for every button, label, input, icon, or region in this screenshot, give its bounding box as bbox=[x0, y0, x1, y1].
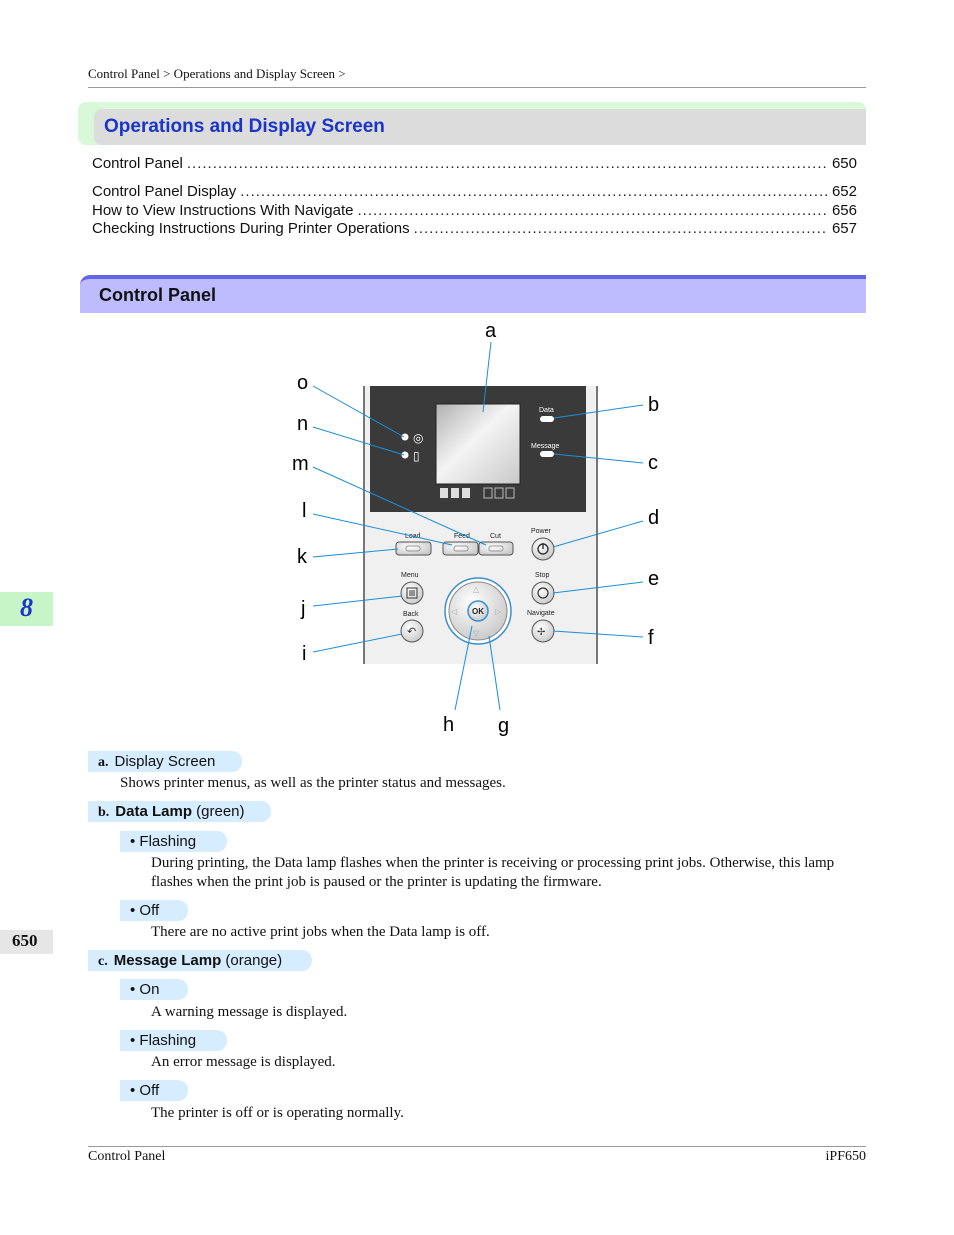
roll-icon: ◎ bbox=[413, 431, 424, 445]
toc-entry-navigate[interactable] bbox=[92, 202, 857, 219]
toc-leader bbox=[414, 220, 828, 237]
item-b-state-off bbox=[120, 900, 188, 921]
ok-label: OK bbox=[472, 607, 484, 616]
callout-b: b bbox=[648, 394, 660, 416]
item-name: Message Lamp bbox=[113, 952, 222, 969]
footer-rule bbox=[88, 1146, 866, 1147]
display-screen bbox=[436, 404, 520, 484]
callout-i: i bbox=[302, 643, 307, 665]
item-b-flashing-description: During printing, the Data lamp flashes when the printer is receiving or processing print jobs. Otherwise, this lamp flashes when the print job is paused or the printer is updating the firmware. bbox=[151, 855, 835, 890]
cut-label: Cut bbox=[490, 533, 501, 540]
toc-page: 657 bbox=[831, 220, 857, 237]
item-name: Display Screen bbox=[114, 753, 216, 770]
feed-label: Feed bbox=[454, 533, 470, 540]
item-suffix: (orange) bbox=[221, 952, 283, 969]
item-a-description: Shows printer menus, as well as the printer status and messages. bbox=[120, 775, 506, 791]
load-button[interactable] bbox=[396, 542, 431, 555]
up-arrow-icon[interactable]: △ bbox=[473, 585, 480, 594]
section-title: Operations and Display Screen bbox=[104, 116, 385, 137]
header-rule bbox=[88, 87, 866, 88]
toc-label: Checking Instructions During Printer Operations bbox=[92, 220, 410, 237]
back-label: Back bbox=[403, 611, 419, 618]
state-label: Off bbox=[139, 902, 160, 919]
bullet-icon: • bbox=[130, 981, 140, 998]
breadcrumb[interactable]: Control Panel > Operations and Display Screen > bbox=[88, 66, 346, 81]
callout-n: n bbox=[297, 413, 309, 435]
item-c-state-on bbox=[120, 979, 188, 1000]
item-b-off-description: There are no active print jobs when the Data lamp is off. bbox=[151, 924, 490, 940]
callout-c: c bbox=[648, 452, 658, 474]
stop-button[interactable] bbox=[532, 582, 554, 604]
bullet-icon: • bbox=[130, 833, 140, 850]
callout-f: f bbox=[648, 627, 654, 649]
message-lamp-label: Message bbox=[531, 443, 560, 450]
item-c-state-off bbox=[120, 1080, 188, 1101]
state-label: Flashing bbox=[139, 1032, 197, 1049]
item-c-state-flashing bbox=[120, 1030, 227, 1051]
toc-entry-control-panel-display[interactable] bbox=[92, 183, 857, 200]
item-name: Data Lamp bbox=[115, 803, 192, 820]
toc-entry-control-panel[interactable] bbox=[92, 155, 857, 172]
toc-label: Control Panel Display bbox=[92, 183, 237, 200]
toc-page: 652 bbox=[831, 183, 857, 200]
item-c-off-description: The printer is off or is operating normally. bbox=[151, 1105, 404, 1121]
page-number: 650 bbox=[12, 931, 38, 950]
callout-d: d bbox=[648, 507, 660, 529]
callout-g: g bbox=[498, 715, 510, 737]
chapter-number: 8 bbox=[20, 593, 33, 622]
message-lamp bbox=[540, 451, 554, 457]
right-arrow-icon[interactable]: ▷ bbox=[495, 607, 502, 616]
control-panel-figure bbox=[280, 315, 680, 740]
item-a-heading bbox=[88, 751, 242, 772]
state-label: On bbox=[139, 981, 160, 998]
item-b-state-flashing bbox=[120, 831, 227, 852]
item-suffix: (green) bbox=[191, 803, 245, 820]
stop-label: Stop bbox=[535, 572, 550, 579]
navigate-icon: ✢ bbox=[537, 627, 546, 638]
item-letter: a. bbox=[98, 755, 109, 770]
bullet-icon: • bbox=[130, 1082, 140, 1099]
toc-leader bbox=[187, 155, 828, 172]
load-label: Load bbox=[405, 533, 421, 540]
toc-page: 650 bbox=[831, 155, 857, 172]
back-arrow-icon: ↶ bbox=[407, 626, 417, 638]
item-c-flashing-description: An error message is displayed. bbox=[151, 1054, 336, 1070]
down-arrow-icon[interactable]: ▽ bbox=[473, 629, 480, 638]
callout-h: h bbox=[443, 714, 455, 736]
toc-entry-checking-instructions[interactable] bbox=[92, 220, 857, 237]
sheet-icon: ▯ bbox=[413, 449, 420, 463]
item-c-heading bbox=[88, 950, 312, 971]
navigate-label: Navigate bbox=[527, 610, 555, 617]
item-letter: c. bbox=[98, 954, 108, 969]
roll-lamp bbox=[402, 434, 409, 441]
toc-page: 656 bbox=[831, 202, 857, 219]
item-c-on-description: A warning message is displayed. bbox=[151, 1004, 348, 1020]
item-b-heading bbox=[88, 801, 271, 822]
callout-m: m bbox=[292, 453, 309, 475]
toc-label: Control Panel bbox=[92, 155, 183, 172]
callout-k: k bbox=[297, 546, 307, 568]
footer-model-name: iPF650 bbox=[825, 1149, 866, 1164]
state-label: Off bbox=[139, 1082, 160, 1099]
bullet-icon: • bbox=[130, 1032, 140, 1049]
power-label: Power bbox=[531, 528, 551, 535]
callout-l: l bbox=[302, 500, 307, 522]
footer-section-name: Control Panel bbox=[88, 1149, 166, 1164]
state-label: Flashing bbox=[139, 833, 197, 850]
data-lamp-label: Data bbox=[539, 407, 554, 414]
callout-o: o bbox=[297, 372, 309, 394]
callout-e: e bbox=[648, 568, 660, 590]
bullet-icon: • bbox=[130, 902, 140, 919]
toc-leader bbox=[240, 183, 828, 200]
subsection-title: Control Panel bbox=[99, 285, 217, 305]
toc-leader bbox=[358, 202, 828, 219]
menu-label: Menu bbox=[401, 572, 419, 579]
item-letter: b. bbox=[98, 805, 110, 820]
toc-label: How to View Instructions With Navigate bbox=[92, 202, 354, 219]
data-lamp bbox=[540, 416, 554, 422]
left-arrow-icon[interactable]: ◁ bbox=[451, 607, 458, 616]
callout-a: a bbox=[485, 320, 497, 342]
callout-j: j bbox=[301, 598, 306, 620]
